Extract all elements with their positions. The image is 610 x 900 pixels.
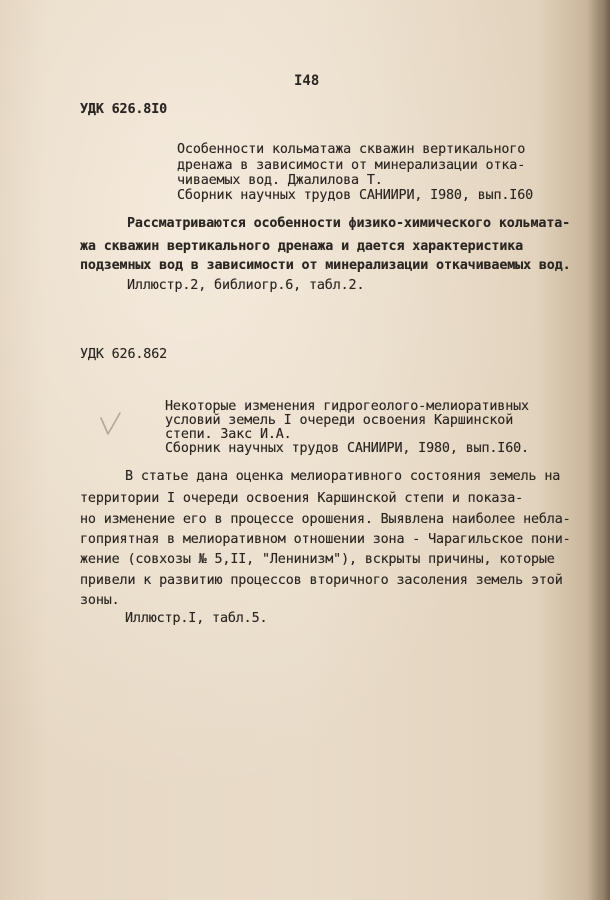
entry-title-line: степи. Закс И.А.	[165, 427, 292, 442]
abstract-line: Рассматриваются особенности физико-химического кольмата-	[127, 216, 571, 231]
entry-source-line: Сборник научных трудов САНИИРИ, I980, вып.I60	[177, 188, 534, 203]
entry-title-line: дренажа в зависимости от минерализации отка-	[177, 158, 526, 173]
illustrations-note: Иллюстр.2, библиогр.6, табл.2.	[127, 278, 365, 293]
abstract-line: зоны.	[80, 593, 120, 608]
udk-code: УДК 626.862	[80, 347, 168, 362]
page-edge-shadow	[588, 0, 610, 900]
abstract-line: привели к развитию процессов вторичного засоления земель этой	[80, 573, 563, 588]
page-number: I48	[294, 73, 320, 89]
illustrations-note: Иллюстр.I, табл.5.	[125, 611, 268, 626]
abstract-line: территории I очереди освоения Каршинской степи и показа-	[80, 491, 524, 506]
abstract-line: жение (совхозы № 5,II, "Ленинизм"), вскрыты причины, которые	[80, 552, 555, 567]
entry-title-line: Особенности кольматажа скважин вертикального	[177, 142, 526, 157]
pencil-checkmark-icon	[98, 410, 124, 442]
entry-title-line: чиваемых вод. Джалилова Т.	[177, 173, 383, 188]
abstract-line: но изменение его в процессе орошения. Выявлена наиболее небла-	[80, 512, 571, 527]
udk-code: УДК 626.8I0	[80, 102, 168, 117]
abstract-line: гоприятная в мелиоративном отношении зона - Чарагильское пони-	[80, 532, 571, 547]
abstract-line: В статье дана оценка мелиоративного состояния земель на	[125, 469, 561, 484]
entry-title-line: Некоторые изменения гидрогеолого-мелиоративных	[165, 399, 529, 414]
entry-title-line: условий земель I очереди освоения Каршинской	[165, 413, 514, 428]
abstract-line: жа скважин вертикального дренажа и дается характеристика	[80, 239, 524, 254]
entry-source-line: Сборник научных трудов САНИИРИ, I980, вып.I60.	[165, 441, 529, 456]
abstract-line: подземных вод в зависимости от минерализации откачиваемых вод.	[80, 258, 571, 273]
